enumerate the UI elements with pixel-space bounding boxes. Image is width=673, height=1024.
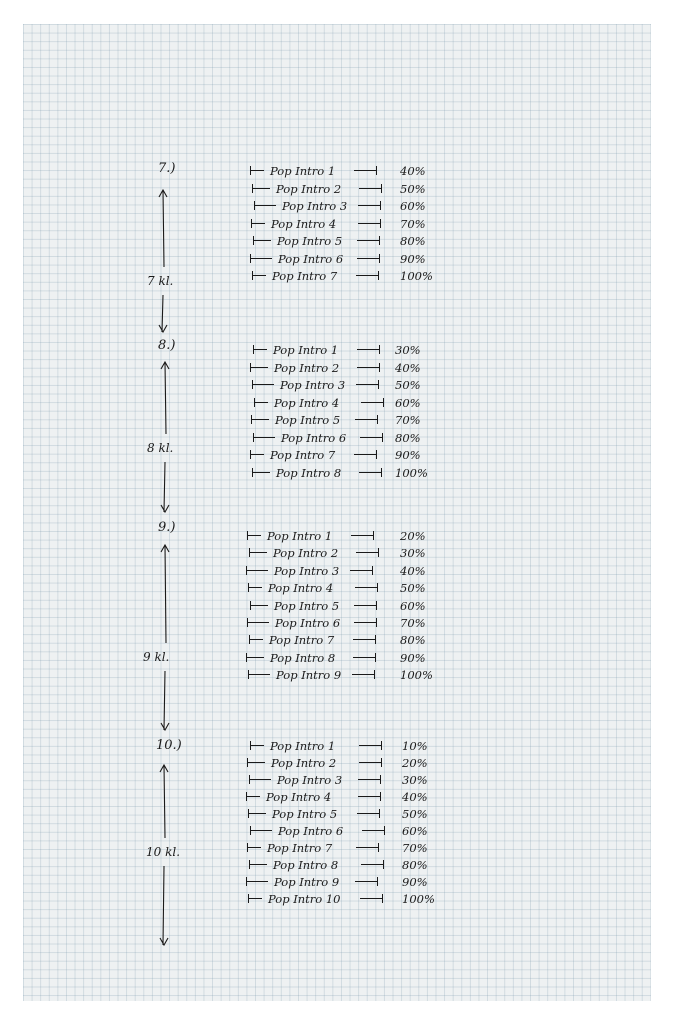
intro-name: Pop Intro 7 [269,633,335,648]
bracket-line [249,779,271,780]
arrow-shaft [163,866,164,945]
intro-percent: 20% [400,529,426,543]
bracket-line [354,622,376,623]
intro-row [251,412,454,428]
section-label: 10.) [156,738,182,753]
bracket-end [381,741,382,750]
intro-name: Pop Intro 1 [270,739,336,753]
intro-row [247,755,461,771]
bracket-line [359,472,381,473]
section-label: 7.) [158,161,176,176]
intro-percent: 70% [400,216,426,231]
duration-label: 10 kl. [146,845,181,859]
bracket-end [378,271,379,280]
arrow-shaft [165,362,166,434]
intro-row [247,528,459,544]
bracket-line [359,745,381,746]
bracket-line [250,830,272,831]
arrow-down-icon [159,325,167,332]
intro-percent: 60% [400,598,426,613]
bracket-end [373,531,374,540]
bracket-line [250,170,264,171]
bracket-line [248,587,262,588]
intro-name: Pop Intro 3 [277,773,343,787]
bracket-end [377,415,378,424]
bracket-line [252,275,266,276]
arrow-shaft [164,671,165,730]
intro-row [249,545,461,561]
intro-percent: 40% [400,164,426,178]
intro-row [246,874,460,890]
bracket-line [360,898,382,899]
bracket-line [249,639,263,640]
bracket-line [354,605,376,606]
intro-percent: 50% [402,807,428,821]
intro-percent: 90% [395,448,421,462]
bracket-end [381,758,382,767]
intro-percent: 60% [395,395,421,410]
bracket-line [253,437,275,438]
bracket-line [246,881,268,882]
bracket-line [252,472,270,473]
bracket-line [355,419,377,420]
bracket-end [379,254,380,263]
duration-label: 9 kl. [143,650,170,664]
bracket-line [357,240,379,241]
intro-name: Pop Intro 3 [274,563,340,578]
intro-percent: 10% [402,739,428,753]
bracket-end [376,450,377,459]
bracket-end [380,775,381,784]
intro-percent: 100% [400,668,433,683]
bracket-line [357,349,379,350]
intro-name: Pop Intro 5 [272,807,338,821]
intro-row [246,650,458,666]
bracket-line [250,605,268,606]
bracket-end [377,583,378,592]
intro-name: Pop Intro 2 [276,181,342,196]
intro-percent: 40% [402,790,428,804]
bracket-line [250,745,264,746]
bracket-line [246,796,260,797]
duration-label: 8 kl. [147,441,174,455]
bracket-end [379,236,380,245]
intro-percent: 100% [400,269,433,283]
intro-percent: 30% [402,773,428,787]
bracket-line [247,847,261,848]
intro-percent: 90% [400,650,426,665]
intro-name: Pop Intro 1 [270,164,336,178]
bracket-line [254,205,276,206]
bracket-line [251,419,269,420]
bracket-line [361,402,383,403]
intro-row [246,789,460,805]
bracket-end [378,380,379,389]
intro-row [253,342,456,358]
bracket-line [358,205,380,206]
bracket-end [376,601,377,610]
intro-row [248,667,460,683]
arrow-down-icon [160,938,168,945]
bracket-end [379,363,380,372]
intro-percent: 40% [395,360,421,375]
bracket-line [247,622,269,623]
bracket-line [362,830,384,831]
intro-name: Pop Intro 6 [281,430,347,445]
intro-row [246,563,458,579]
arrow-shaft [164,462,165,512]
bracket-end [381,184,382,193]
bracket-line [356,384,378,385]
intro-name: Pop Intro 6 [275,616,341,630]
intro-name: Pop Intro 1 [267,529,333,543]
intro-row [253,233,461,249]
bracket-line [353,657,375,658]
intro-name: Pop Intro 6 [278,251,344,266]
intro-name: Pop Intro 9 [274,875,340,889]
intro-name: Pop Intro 10 [268,892,341,906]
bracket-line [252,188,270,189]
intro-row [247,615,459,631]
bracket-end [380,219,381,228]
bracket-line [355,881,377,882]
intro-name: Pop Intro 8 [276,465,342,480]
intro-name: Pop Intro 8 [273,858,339,872]
bracket-line [359,188,381,189]
bracket-line [358,223,380,224]
bracket-line [354,454,376,455]
intro-percent: 50% [400,581,426,596]
bracket-line [353,639,375,640]
bracket-line [250,367,268,368]
intro-row [250,738,464,754]
bracket-line [247,762,265,763]
bracket-end [382,433,383,442]
bracket-end [374,670,375,679]
intro-percent: 50% [395,378,421,392]
bracket-end [378,843,379,852]
bracket-end [382,894,383,903]
intro-row [248,891,462,907]
bracket-line [356,847,378,848]
intro-name: Pop Intro 7 [270,448,336,462]
bracket-end [377,877,378,886]
intro-percent: 70% [402,841,428,855]
intro-name: Pop Intro 2 [274,360,340,375]
intro-percent: 50% [400,181,426,196]
intro-percent: 80% [400,633,426,648]
bracket-line [250,454,264,455]
intro-row [250,251,458,267]
bracket-line [358,779,380,780]
intro-percent: 30% [395,343,421,357]
bracket-line [361,864,383,865]
bracket-line [357,258,379,259]
bracket-line [360,437,382,438]
bracket-line [358,796,380,797]
bracket-end [378,548,379,557]
intro-row [250,598,462,614]
bracket-end [375,635,376,644]
intro-name: Pop Intro 7 [272,269,338,283]
intro-percent: 80% [400,234,426,248]
section-label: 9.) [158,520,176,535]
bracket-end [381,468,382,477]
bracket-line [254,402,268,403]
intro-row [249,857,463,873]
intro-percent: 70% [400,616,426,630]
intro-percent: 80% [395,430,421,445]
duration-label: 7 kl. [147,274,174,288]
bracket-end [375,653,376,662]
intro-name: Pop Intro 1 [273,343,339,357]
intro-percent: 90% [400,251,426,266]
intro-percent: 70% [395,413,421,427]
intro-percent: 30% [400,546,426,561]
bracket-end [380,201,381,210]
intro-name: Pop Intro 5 [274,598,340,613]
intro-row [247,840,461,856]
intro-name: Pop Intro 8 [270,650,336,665]
intro-row [250,447,453,463]
intro-row [252,268,460,284]
bracket-end [372,566,373,575]
intro-percent: 60% [400,199,426,213]
arrow-shaft [163,190,164,267]
intro-name: Pop Intro 6 [278,824,344,838]
intro-name: Pop Intro 5 [275,413,341,427]
bracket-line [248,898,262,899]
bracket-line [253,349,267,350]
intro-row [249,632,461,648]
bracket-line [246,657,264,658]
intro-name: Pop Intro 2 [271,756,337,770]
bracket-end [383,398,384,407]
bracket-line [253,240,271,241]
intro-name: Pop Intro 5 [277,234,343,248]
bracket-end [376,618,377,627]
intro-row [254,198,462,214]
bracket-end [379,809,380,818]
bracket-line [247,535,261,536]
intro-percent: 20% [402,756,428,770]
arrow-shaft [165,545,166,643]
intro-name: Pop Intro 3 [280,378,346,392]
bracket-line [350,570,372,571]
intro-row [250,823,464,839]
intro-row [249,772,463,788]
bracket-line [351,535,373,536]
arrow-shaft [164,765,165,838]
bracket-end [384,826,385,835]
bracket-end [376,166,377,175]
bracket-line [355,587,377,588]
bracket-line [251,223,265,224]
intro-row [250,163,458,179]
intro-name: Pop Intro 4 [274,395,340,410]
intro-row [254,395,457,411]
intro-row [252,377,455,393]
intro-percent: 80% [402,858,428,872]
intro-name: Pop Intro 7 [267,841,333,855]
bracket-line [356,275,378,276]
bracket-line [359,762,381,763]
intro-row [252,465,455,481]
bracket-line [249,552,267,553]
bracket-line [356,552,378,553]
bracket-line [246,570,268,571]
bracket-end [383,860,384,869]
bracket-line [250,258,272,259]
bracket-line [252,384,274,385]
bracket-line [352,674,374,675]
intro-row [248,580,460,596]
intro-row [248,806,462,822]
intro-percent: 60% [402,824,428,838]
bracket-line [357,367,379,368]
section-label: 8.) [158,338,176,353]
intro-name: Pop Intro 9 [276,668,342,683]
intro-row [251,216,459,232]
bracket-line [248,813,266,814]
intro-row [253,430,456,446]
bracket-line [354,170,376,171]
arrow-down-icon [161,723,169,730]
intro-row [252,181,460,197]
intro-name: Pop Intro 4 [271,216,337,231]
intro-name: Pop Intro 4 [268,581,334,596]
intro-name: Pop Intro 2 [273,546,339,561]
intro-row [250,360,453,376]
arrow-down-icon [161,505,169,512]
bracket-line [357,813,379,814]
intro-name: Pop Intro 4 [266,790,332,804]
intro-name: Pop Intro 3 [282,199,348,213]
intro-percent: 90% [402,875,428,889]
bracket-line [249,864,267,865]
bracket-end [380,792,381,801]
bracket-line [248,674,270,675]
intro-percent: 40% [400,563,426,578]
arrow-shaft [162,295,163,332]
bracket-end [379,345,380,354]
intro-percent: 100% [395,465,428,480]
intro-percent: 100% [402,892,435,906]
